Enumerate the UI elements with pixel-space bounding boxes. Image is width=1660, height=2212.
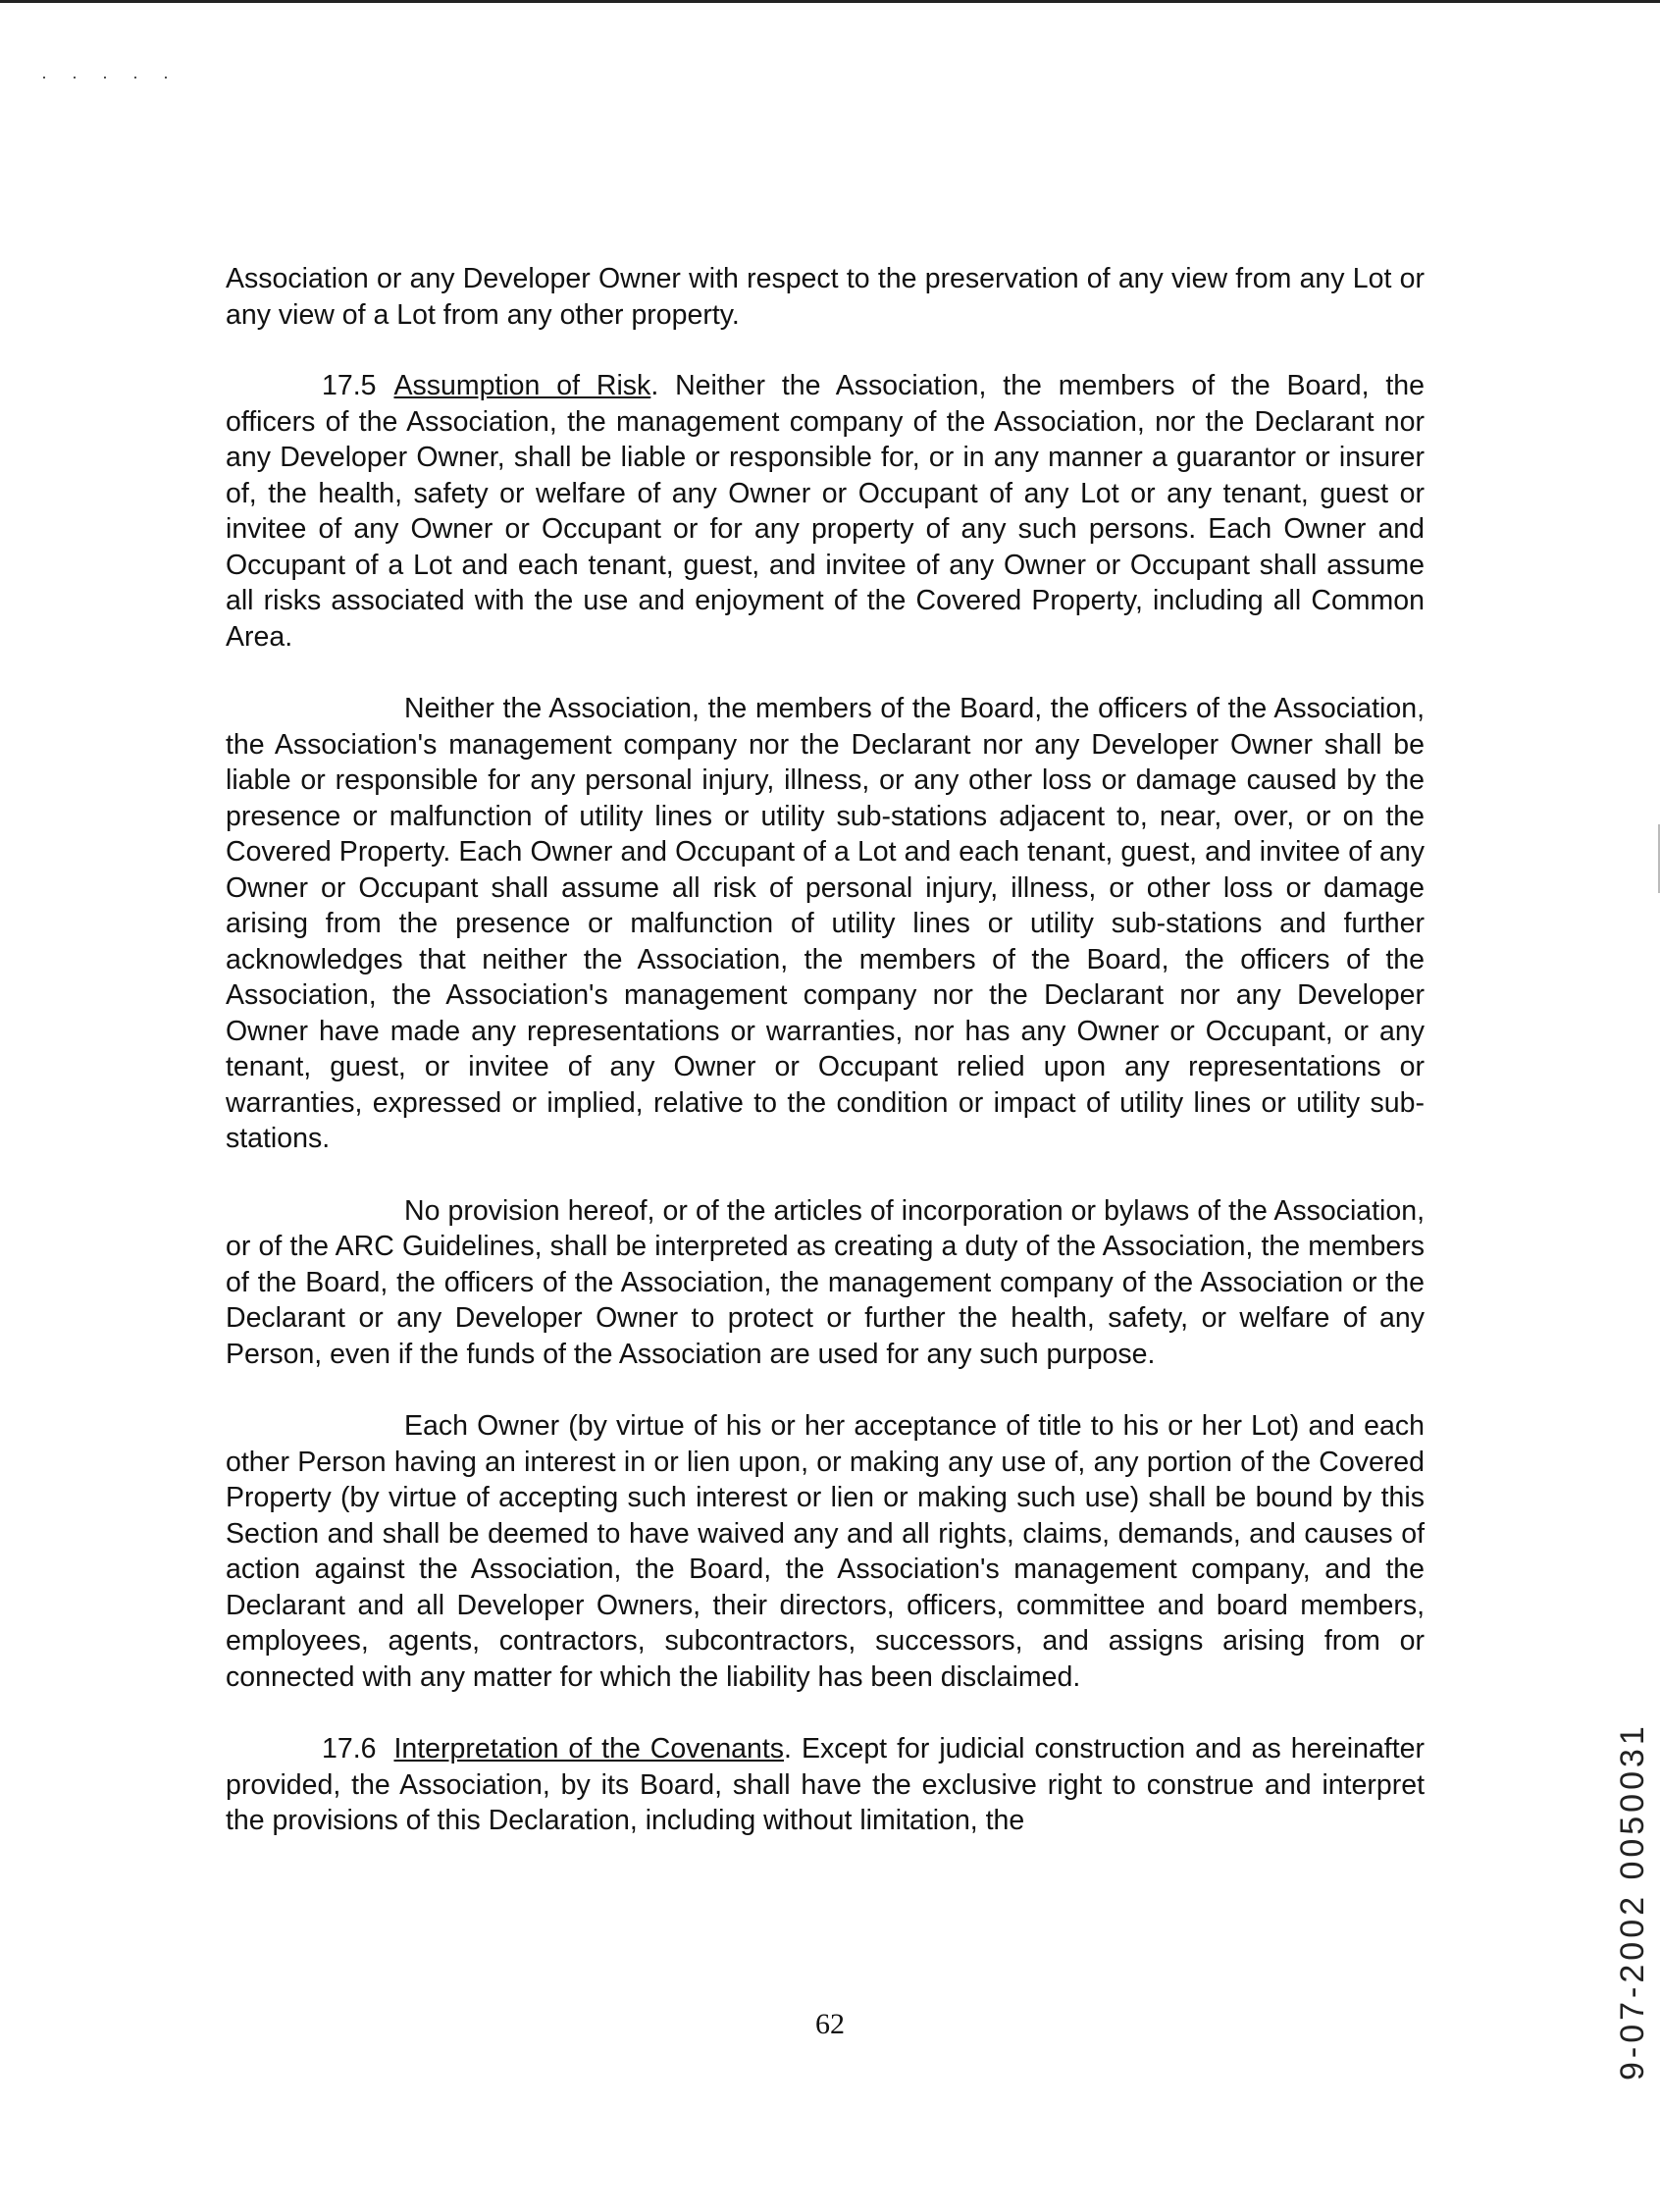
scan-marks: · · · · · — [41, 67, 179, 86]
paragraph-text: . Neither the Association, the members of the Board, the officers of the Association, the management company of the Association, nor the Declarant nor any Developer Owner, shall be liable or responsible for, or in any manner a guarantor or insurer of, the health, safety or welfare of any Owner or Occupant of any Lot or any tenant, guest or invitee of any Owner or Occupant or for any property of any such persons. Each Owner and Occupant of a Lot and each tenant, guest, and invitee of any Owner or Occupant shall assume all risks associated with the use and enjoyment of the Covered Property, including all Common Area. — [226, 370, 1425, 653]
scan-top-border — [0, 0, 1660, 3]
section-17-6 — [226, 1731, 1425, 1839]
paragraph-text: Association or any Developer Owner with respect to the preservation of any view from any Lot or any view of a Lot from any other property. — [226, 263, 1425, 331]
document-body — [226, 261, 1425, 1875]
paragraph-utility-lines — [226, 691, 1425, 1157]
section-heading: Interpretation of the Covenants — [393, 1733, 785, 1764]
page-number: 62 — [815, 2008, 845, 2040]
paragraph-waiver — [226, 1408, 1425, 1695]
paragraph-no-duty — [226, 1193, 1425, 1373]
paragraph-text: . Except for judicial construction and as hereinafter provided, the Association, by its Board, shall have the exclusive right to construe and interpret the provisions of this Declaration, including without limitation, the — [226, 1733, 1425, 1836]
section-heading: Assumption of Risk — [393, 370, 651, 401]
paragraph-continuation — [226, 261, 1425, 333]
paragraph-text: Neither the Association, the members of the Board, the officers of the Association, the Association's management company nor the Declarant nor any Developer Owner shall be liable or responsible for any personal injury, illness, or any other loss or damage caused by the presence or malfunction of utility lines or utility sub-stations adjacent to, near, over, or on the Covered Property. Each Owner and Occupant of a Lot and each tenant, guest, and invitee of any Owner or Occupant shall assume all risk of personal injury, illness, or other loss or damage arising from the presence or malfunction of utility lines or utility sub-stations and further acknowledges that neither the Association, the members of the Board, the officers of the Association, the Association's management company nor the Declarant nor any Developer Owner have made any representations or warranties, nor has any Owner or Occupant, or any tenant, guest, or invitee of any Owner or Occupant relied upon any representations or warranties, expressed or implied, relative to the condition or impact of utility lines or utility sub-stations. — [226, 693, 1425, 1154]
section-number: 17.5 — [322, 370, 377, 401]
side-stamp-text: 9-07-2002 0050031 — [1614, 1722, 1651, 2080]
section-17-5 — [226, 368, 1425, 655]
section-number: 17.6 — [322, 1733, 377, 1764]
paragraph-text: Each Owner (by virtue of his or her acceptance of title to his or her Lot) and each other Person having an interest in or lien upon, or making any use of, any portion of the Covered Property (by virtue of accepting such interest or lien or making such use) shall be bound by this Section and shall be deemed to have waived any and all rights, claims, demands, and causes of action against the Association, the Board, the Association's management company, and the Declarant and all Developer Owners, their directors, officers, committee and board members, employees, agents, contractors, subcontractors, successors, and assigns arising from or connected with any matter for which the liability has been disclaimed. — [226, 1410, 1425, 1693]
side-recording-stamp — [1584, 1570, 1651, 2080]
paragraph-text: No provision hereof, or of the articles of incorporation or bylaws of the Association, or of the ARC Guidelines, shall be interpreted as creating a duty of the Association, the members of the Board, the officers of the Association, the management company of the Association or the Declarant or any Developer Owner to protect or further the health, safety, or welfare of any Person, even if the funds of the Association are used for any such purpose. — [226, 1194, 1425, 1370]
